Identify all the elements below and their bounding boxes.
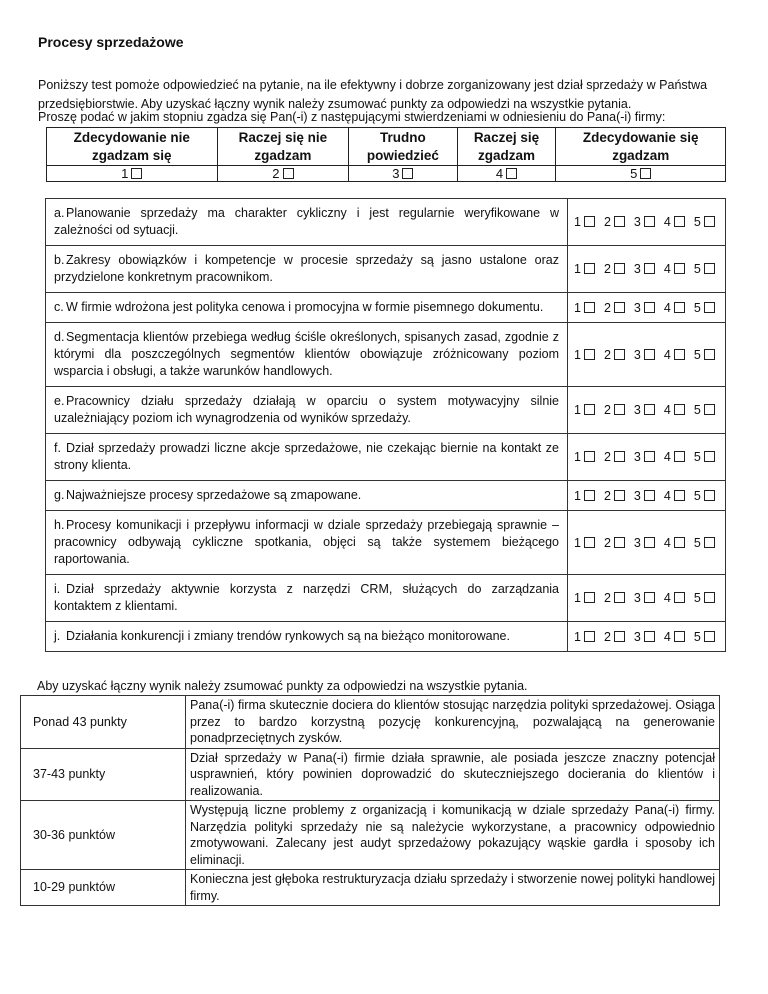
checkbox-icon[interactable]	[704, 451, 715, 462]
checkbox-icon[interactable]	[584, 302, 595, 313]
question-label: e.	[54, 394, 65, 408]
option-number: 4	[663, 488, 671, 503]
checkbox-icon[interactable]	[674, 631, 685, 642]
option-number: 5	[693, 347, 701, 362]
checkbox-icon	[402, 168, 413, 179]
answer-option[interactable]	[604, 215, 625, 229]
checkbox-icon[interactable]	[704, 263, 715, 274]
answer-option[interactable]	[604, 630, 625, 644]
checkbox-icon[interactable]	[644, 451, 655, 462]
answer-option[interactable]	[694, 215, 715, 229]
question-row	[46, 622, 726, 652]
question-text-cell	[46, 575, 568, 622]
checkbox-icon[interactable]	[614, 537, 625, 548]
answer-option[interactable]	[574, 215, 595, 229]
answer-option[interactable]	[694, 536, 715, 550]
answer-option[interactable]	[694, 450, 715, 464]
question-row	[46, 511, 726, 575]
answer-option[interactable]	[604, 489, 625, 503]
checkbox-icon[interactable]	[584, 404, 595, 415]
option-number: 1	[574, 347, 581, 362]
question-text-cell	[46, 481, 568, 511]
answer-option[interactable]	[664, 630, 685, 644]
option-number: 4	[663, 591, 671, 605]
answer-option[interactable]	[634, 301, 655, 315]
question-label: d.	[54, 330, 65, 344]
checkbox-icon	[506, 168, 517, 179]
checkbox-icon[interactable]	[704, 490, 715, 501]
checkbox-icon[interactable]	[614, 216, 625, 227]
question-row	[46, 323, 726, 387]
option-number: 3	[633, 535, 641, 550]
answer-option[interactable]	[574, 489, 595, 503]
answer-option[interactable]	[694, 630, 715, 644]
option-number: 4	[663, 300, 671, 315]
option-number: 2	[603, 488, 611, 503]
checkbox-icon[interactable]	[674, 302, 685, 313]
checkbox-icon[interactable]	[644, 592, 655, 603]
answer-options	[568, 434, 726, 481]
answer-option[interactable]	[604, 591, 625, 605]
option-number: 5	[693, 215, 701, 229]
answer-option[interactable]	[604, 301, 625, 315]
answer-option[interactable]	[634, 215, 655, 229]
option-number: 4	[663, 629, 671, 644]
option-number: 1	[574, 215, 581, 229]
answer-option[interactable]	[574, 301, 595, 315]
answer-options	[568, 387, 726, 434]
checkbox-icon[interactable]	[644, 263, 655, 274]
option-number: 3	[633, 262, 641, 276]
option-number: 5	[693, 262, 701, 276]
option-number: 5	[693, 629, 701, 644]
answer-option[interactable]	[664, 489, 685, 503]
result-description: Pana(-i) firma skutecznie dociera do klientów stosując narzędzia polityki sprzedażowej. Osiąga przez to bardzo korzystną pozycję konkurencyjną, pozwalającą na generowanie ponadprzeciętnych zysków.	[186, 696, 720, 749]
checkbox-icon[interactable]	[674, 349, 685, 360]
answer-option[interactable]	[694, 403, 715, 417]
checkbox-icon[interactable]	[584, 349, 595, 360]
answer-option[interactable]	[694, 348, 715, 362]
answer-option[interactable]	[604, 536, 625, 550]
result-score: 30-36 punktów	[21, 801, 186, 870]
result-score: 37-43 punkty	[21, 748, 186, 801]
question-label: h.	[54, 518, 65, 532]
option-number: 1	[574, 591, 581, 605]
answer-option[interactable]	[694, 591, 715, 605]
option-number: 5	[693, 300, 701, 315]
scale-value-4: 4	[457, 166, 556, 182]
option-number: 5	[693, 403, 701, 417]
checkbox-icon[interactable]	[584, 216, 595, 227]
answer-option[interactable]	[604, 348, 625, 362]
answer-option[interactable]	[604, 450, 625, 464]
question-row	[46, 575, 726, 622]
scale-header-1: Zdecydowanie nie zgadzam się	[47, 128, 218, 166]
option-number: 2	[603, 535, 611, 550]
answer-options	[568, 575, 726, 622]
checkbox-icon[interactable]	[584, 263, 595, 274]
checkbox-icon[interactable]	[614, 404, 625, 415]
answer-options	[568, 622, 726, 652]
answer-option[interactable]	[574, 536, 595, 550]
answer-option[interactable]	[574, 591, 595, 605]
question-text-cell	[46, 387, 568, 434]
answer-options	[568, 246, 726, 293]
scale-value-5: 5	[556, 166, 726, 182]
answer-option[interactable]	[574, 348, 595, 362]
question-text-cell	[46, 511, 568, 575]
checkbox-icon[interactable]	[674, 404, 685, 415]
checkbox-icon[interactable]	[704, 537, 715, 548]
checkbox-icon[interactable]	[704, 349, 715, 360]
checkbox-icon[interactable]	[584, 631, 595, 642]
question-label: c.	[54, 300, 64, 314]
option-number: 4	[663, 450, 671, 464]
option-number: 5	[693, 535, 701, 550]
checkbox-icon[interactable]	[674, 216, 685, 227]
checkbox-icon[interactable]	[704, 631, 715, 642]
checkbox-icon[interactable]	[584, 537, 595, 548]
question-row	[46, 199, 726, 246]
checkbox-icon[interactable]	[704, 592, 715, 603]
answer-option[interactable]	[574, 630, 595, 644]
checkbox-icon[interactable]	[614, 451, 625, 462]
option-number: 4	[663, 347, 671, 362]
option-number: 2	[603, 450, 611, 464]
checkbox-icon[interactable]	[614, 592, 625, 603]
option-number: 2	[603, 591, 611, 605]
question-row	[46, 293, 726, 323]
answer-option[interactable]	[664, 591, 685, 605]
answer-option[interactable]	[664, 262, 685, 276]
checkbox-icon[interactable]	[644, 631, 655, 642]
question-row	[46, 434, 726, 481]
checkbox-icon[interactable]	[584, 490, 595, 501]
scale-number-row	[47, 166, 726, 182]
question-text: Procesy komunikacji i przepływu informacji w dziale sprzedaży przebiegają sprawnie – pracownicy odbywają cykliczne spotkania, objęci są także systemem bieżącego raportowania.	[54, 518, 559, 566]
checkbox-icon[interactable]	[704, 404, 715, 415]
scale-header-5: Zdecydowanie się zgadzam	[556, 128, 726, 166]
option-number: 1	[574, 450, 581, 464]
option-number: 4	[663, 535, 671, 550]
answer-option[interactable]	[634, 630, 655, 644]
option-number: 2	[603, 403, 611, 417]
scale-header-2: Raczej się nie zgadzam	[217, 128, 349, 166]
option-number: 2	[603, 300, 611, 315]
answer-option[interactable]	[634, 348, 655, 362]
checkbox-icon[interactable]	[644, 404, 655, 415]
checkbox-icon[interactable]	[674, 537, 685, 548]
question-label: b.	[54, 253, 65, 267]
option-number: 3	[633, 488, 641, 503]
answer-option[interactable]	[694, 301, 715, 315]
checkbox-icon[interactable]	[674, 263, 685, 274]
answer-option[interactable]	[664, 450, 685, 464]
result-description: Dział sprzedaży w Pana(-i) firmie działa sprawnie, ale posiada jeszcze znaczny potencjał usprawnień, który powinien doprowadzić do skuteczniejszego docierania do klientów i realizowania.	[186, 748, 720, 801]
question-label: j.	[54, 629, 61, 643]
scale-header-4: Raczej się zgadzam	[457, 128, 556, 166]
checkbox-icon[interactable]	[674, 490, 685, 501]
checkbox-icon[interactable]	[584, 592, 595, 603]
checkbox-icon[interactable]	[614, 349, 625, 360]
option-number: 3	[633, 300, 641, 315]
answer-option[interactable]	[664, 348, 685, 362]
result-row	[21, 748, 720, 801]
scale-value-3: 3	[349, 166, 457, 182]
answer-option[interactable]	[574, 450, 595, 464]
checkbox-icon	[131, 168, 142, 179]
option-number: 2	[603, 262, 611, 276]
result-description: Występują liczne problemy z organizacją i komunikacją w dziale sprzedaży Pana(-i) firmy. Narzędzia polityki sprzedaży nie są należycie wykorzystane, a pracownicy odpowiednio zmotywowani. Zalecany jest audyt sprzedażowy pokazujący wąskie gardła i sposoby ich eliminacji.	[186, 801, 720, 870]
answer-option[interactable]	[574, 403, 595, 417]
question-text: Najważniejsze procesy sprzedażowe są zmapowane.	[66, 488, 362, 502]
checkbox-icon	[283, 168, 294, 179]
option-number: 1	[574, 629, 581, 644]
option-number: 3	[633, 215, 641, 229]
answer-option[interactable]	[604, 403, 625, 417]
answer-options	[568, 199, 726, 246]
questions-table	[45, 198, 726, 652]
instruction-text: Proszę podać w jakim stopniu zgadza się Pan(-i) z następującymi stwierdzeniami w odniesieniu do Pana(-i) firmy:	[38, 110, 666, 124]
option-number: 1	[574, 488, 581, 503]
option-number: 5	[693, 591, 701, 605]
option-number: 5	[693, 488, 701, 503]
question-label: f.	[54, 441, 61, 455]
answer-option[interactable]	[634, 536, 655, 550]
checkbox-icon[interactable]	[644, 302, 655, 313]
results-table	[20, 695, 720, 906]
answer-option[interactable]	[634, 489, 655, 503]
question-text: Zakresy obowiązków i kompetencje w procesie sprzedaży są jasno ustalone oraz przydzielone konkretnym pracownikom.	[54, 253, 559, 284]
answer-option[interactable]	[664, 301, 685, 315]
question-text: Planowanie sprzedaży ma charakter cykliczny i jest regularnie weryfikowane w zależności od sytuacji.	[54, 206, 559, 237]
checkbox-icon[interactable]	[614, 490, 625, 501]
question-text: Dział sprzedaży prowadzi liczne akcje sprzedażowe, nie czekając biernie na kontakt ze strony klienta.	[54, 441, 559, 472]
question-text: Dział sprzedaży aktywnie korzysta z narzędzi CRM, służących do zarządzania kontaktem z klientami.	[54, 582, 559, 613]
scale-value-2: 2	[217, 166, 349, 182]
checkbox-icon[interactable]	[644, 216, 655, 227]
checkbox-icon[interactable]	[674, 592, 685, 603]
question-label: a.	[54, 206, 65, 220]
option-number: 4	[663, 403, 671, 417]
checkbox-icon[interactable]	[644, 537, 655, 548]
question-text-cell	[46, 199, 568, 246]
question-row	[46, 246, 726, 293]
answer-option[interactable]	[664, 215, 685, 229]
summary-text: Aby uzyskać łączny wynik należy zsumować punkty za odpowiedzi na wszystkie pytania.	[37, 679, 528, 693]
option-number: 2	[603, 347, 611, 362]
option-number: 1	[574, 262, 581, 276]
answer-option[interactable]	[694, 262, 715, 276]
question-text: Pracownicy działu sprzedaży działają w oparciu o system motywacyjny silnie uzależniający poziom ich wynagrodzenia od wyników sprzedaży.	[54, 394, 559, 425]
checkbox-icon[interactable]	[674, 451, 685, 462]
question-text-cell	[46, 622, 568, 652]
option-number: 3	[633, 591, 641, 605]
result-row	[21, 696, 720, 749]
answer-option[interactable]	[634, 591, 655, 605]
checkbox-icon[interactable]	[704, 216, 715, 227]
scale-header-row	[47, 128, 726, 166]
option-number: 3	[633, 629, 641, 644]
question-text-cell	[46, 323, 568, 387]
question-row	[46, 387, 726, 434]
answer-options	[568, 293, 726, 323]
option-number: 4	[663, 262, 671, 276]
option-number: 1	[574, 300, 581, 315]
option-number: 3	[633, 450, 641, 464]
question-row	[46, 481, 726, 511]
answer-options	[568, 323, 726, 387]
answer-options	[568, 481, 726, 511]
result-row	[21, 801, 720, 870]
question-label: i.	[54, 582, 61, 596]
question-text: Segmentacja klientów przebiega według ściśle określonych, spisanych zasad, zgodnie z którymi dla poszczególnych segmentów klientów obowiązuje zróżnicowany poziom wsparcia i obsługi, a także warunków handlowych.	[54, 330, 559, 378]
option-number: 4	[663, 215, 671, 229]
result-score: Ponad 43 punkty	[21, 696, 186, 749]
scale-header-3: Trudno powiedzieć	[349, 128, 457, 166]
option-number: 3	[633, 347, 641, 362]
answer-option[interactable]	[634, 262, 655, 276]
question-text-cell	[46, 246, 568, 293]
answer-option[interactable]	[664, 403, 685, 417]
rating-scale-legend	[46, 127, 726, 182]
page-title: Procesy sprzedażowe	[38, 34, 184, 50]
checkbox-icon[interactable]	[584, 451, 595, 462]
checkbox-icon[interactable]	[644, 490, 655, 501]
checkbox-icon[interactable]	[614, 302, 625, 313]
question-text-cell	[46, 434, 568, 481]
checkbox-icon[interactable]	[614, 631, 625, 642]
answer-option[interactable]	[574, 262, 595, 276]
option-number: 1	[574, 535, 581, 550]
answer-option[interactable]	[664, 536, 685, 550]
answer-option[interactable]	[604, 262, 625, 276]
question-text: W firmie wdrożona jest polityka cenowa i promocyjna w formie pisemnego dokumentu.	[66, 300, 544, 314]
option-number: 2	[603, 215, 611, 229]
question-text-cell	[46, 293, 568, 323]
option-number: 2	[603, 629, 611, 644]
answer-option[interactable]	[634, 403, 655, 417]
option-number: 3	[633, 403, 641, 417]
answer-options	[568, 511, 726, 575]
question-text: Działania konkurencji i zmiany trendów rynkowych są na bieżąco monitorowane.	[66, 629, 510, 643]
checkbox-icon	[640, 168, 651, 179]
answer-option[interactable]	[634, 450, 655, 464]
result-description: Konieczna jest głęboka restrukturyzacja działu sprzedaży i stworzenie nowej polityki handlowej firmy.	[186, 870, 720, 906]
question-label: g.	[54, 488, 65, 502]
checkbox-icon[interactable]	[704, 302, 715, 313]
checkbox-icon[interactable]	[644, 349, 655, 360]
intro-paragraph: Poniższy test pomoże odpowiedzieć na pytanie, na ile efektywny i dobrze zorganizowany jest dział sprzedaży w Państwa przedsiębiorstwie. Aby uzyskać łączny wynik należy zsumować punkty za odpowiedzi na wszystkie pytania.	[38, 78, 708, 111]
option-number: 1	[574, 403, 581, 417]
option-number: 5	[693, 450, 701, 464]
result-row	[21, 870, 720, 906]
answer-option[interactable]	[694, 489, 715, 503]
checkbox-icon[interactable]	[614, 263, 625, 274]
result-score: 10-29 punktów	[21, 870, 186, 906]
scale-value-1: 1	[47, 166, 218, 182]
